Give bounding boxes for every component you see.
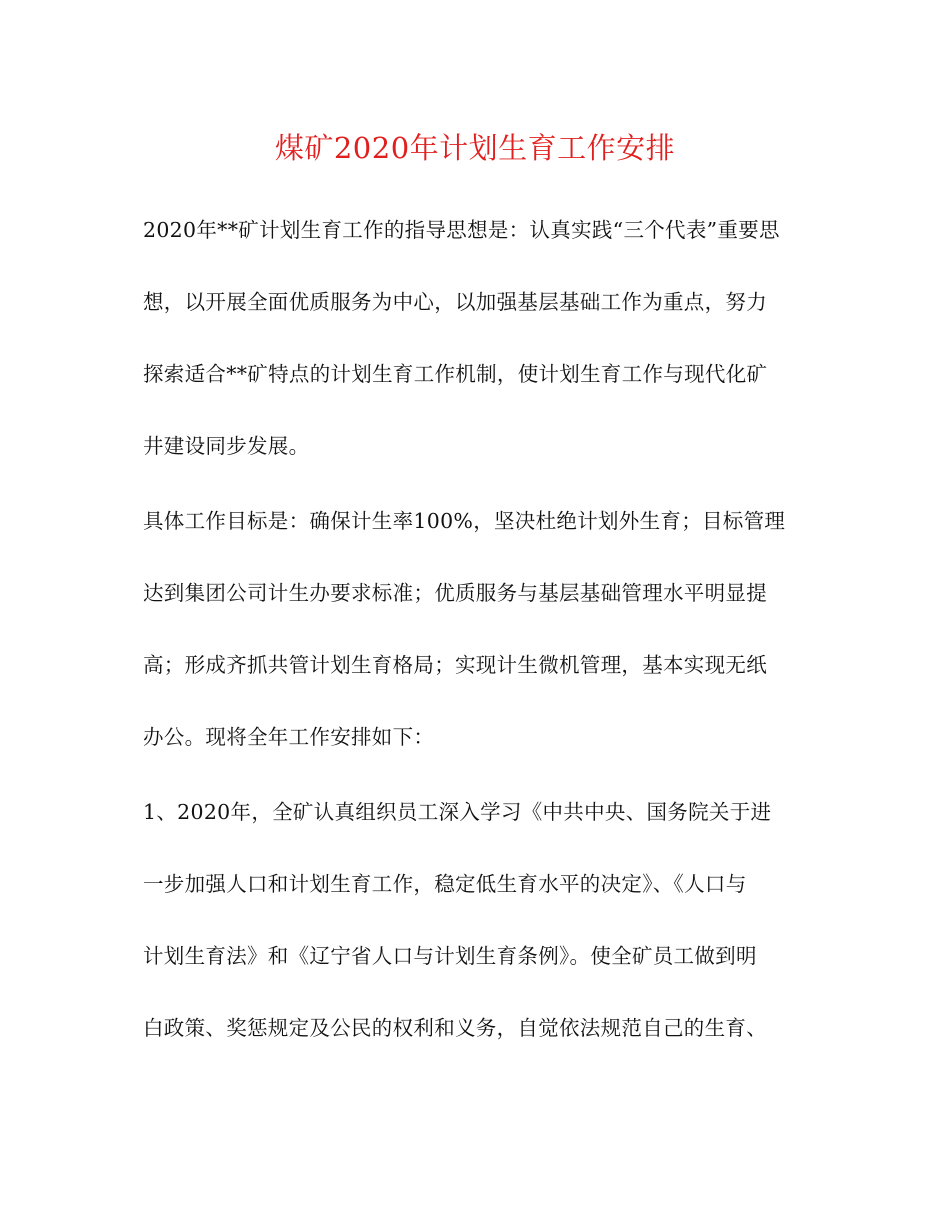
paragraph-line: 想，以开展全面优质服务为中心，以加强基层基础工作为重点，努力 — [143, 290, 767, 314]
paragraph-line: 计划生育法》和《辽宁省人口与计划生育条例》。使全矿员工做到明 — [143, 944, 757, 968]
document-title: 煤矿2020年计划生育工作安排 — [274, 131, 676, 165]
paragraph-line: 具体工作目标是：确保计生率100%，坚决杜绝计划外生育；目标管理 — [143, 509, 786, 533]
paragraph-line: 探索适合**矿特点的计划生育工作机制，使计划生育工作与现代化矿 — [143, 362, 768, 386]
paragraph-line: 办公。现将全年工作安排如下： — [143, 725, 435, 749]
paragraph-line: 1、2020年，全矿认真组织员工深入学习《中共中央、国务院关于进 — [143, 800, 772, 824]
paragraph-line: 达到集团公司计生办要求标准；优质服务与基层基础管理水平明显提 — [143, 581, 767, 605]
paragraph-line: 高；形成齐抓共管计划生育格局；实现计生微机管理，基本实现无纸 — [143, 653, 767, 677]
paragraph-line: 2020年**矿计划生育工作的指导思想是：认真实践“三个代表”重要思 — [143, 218, 780, 242]
paragraph-line: 白政策、奖惩规定及公民的权利和义务，自觉依法规范自己的生育、 — [143, 1016, 767, 1040]
paragraph-line: 一步加强人口和计划生育工作，稳定低生育水平的决定》、《人口与 — [143, 872, 747, 896]
paragraph-line: 井建设同步发展。 — [143, 434, 310, 458]
